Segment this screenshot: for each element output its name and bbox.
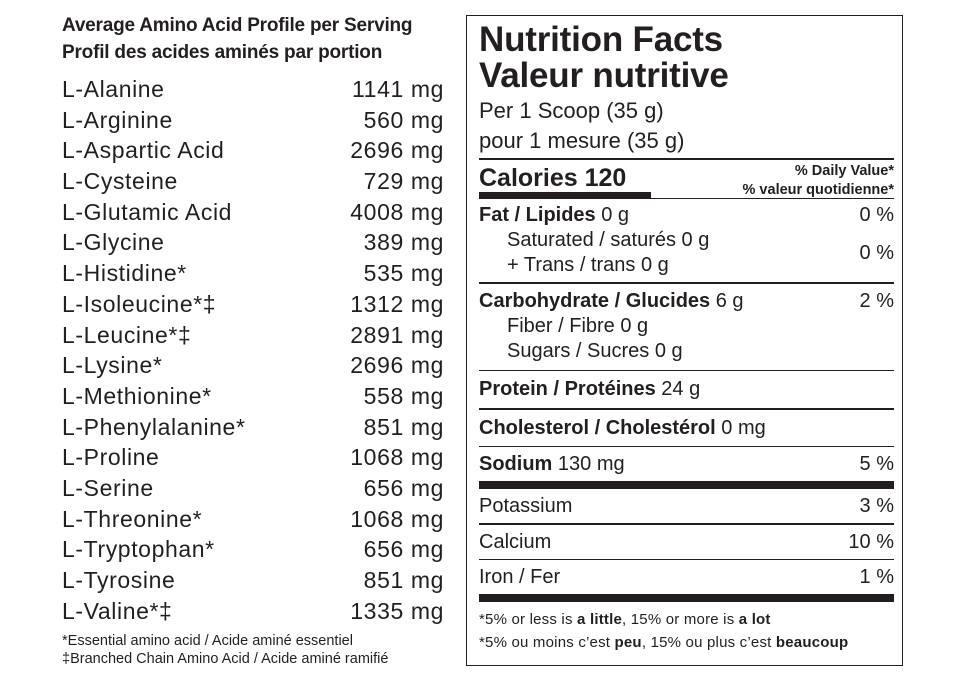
- amino-title-fr: Profil des acides aminés par portion: [62, 42, 383, 63]
- amino-amount: 1141 mg: [352, 76, 444, 102]
- amino-amount: 2696 mg: [350, 352, 444, 379]
- amino-list: [62, 76, 444, 628]
- amino-amount: 558 mg: [363, 382, 444, 409]
- amino-amount: 851 mg: [363, 567, 444, 593]
- amino-row: [62, 536, 444, 567]
- essential-note: *Essential amino acid / Acide aminé essentiel: [62, 633, 353, 649]
- footnote-en-little: a little: [577, 611, 622, 628]
- sodium-dv: 5 %: [859, 453, 894, 475]
- amino-row: [62, 383, 444, 414]
- carbohydrate-amount: 6 g: [715, 289, 744, 312]
- daily-value-fr: % valeur quotidienne*: [742, 181, 894, 198]
- amino-name: L-Isoleucine*‡: [62, 290, 217, 317]
- protein-amount: 24 g: [661, 378, 701, 400]
- carbohydrate-label: Carbohydrate / Glucides: [479, 289, 711, 312]
- amino-name: L-Tryptophan*: [62, 536, 215, 563]
- amino-name: L-Valine*‡: [62, 597, 173, 624]
- amino-row: [62, 598, 444, 629]
- footnote-fr-text: , 15% ou plus c’est: [641, 634, 776, 651]
- amino-acid-profile: [62, 12, 444, 667]
- calcium-dv: 10 %: [848, 530, 894, 553]
- amino-row: [62, 199, 444, 230]
- daily-value-en: % Daily Value*: [794, 162, 894, 179]
- amino-name: L-Tyrosine: [62, 567, 176, 593]
- serving-size-fr: pour 1 mesure (35 g): [479, 128, 685, 153]
- amino-amount: 1068 mg: [350, 505, 444, 532]
- amino-footnotes: [62, 632, 388, 668]
- footnote-en-text: , 15% or more is: [622, 611, 739, 628]
- amino-name: L-Serine: [62, 474, 154, 501]
- sugars: Sugars / Sucres 0 g: [507, 339, 683, 362]
- iron-label: Iron / Fer: [479, 566, 561, 588]
- amino-row: [62, 322, 444, 353]
- fat-row: [479, 203, 894, 228]
- calcium-row: [479, 530, 894, 555]
- amino-amount: 851 mg: [363, 413, 444, 440]
- amino-row: [62, 414, 444, 445]
- amino-amount: 656 mg: [363, 536, 444, 563]
- sodium-label: Sodium: [479, 453, 553, 475]
- amino-row: [62, 291, 444, 322]
- potassium-dv: 3 %: [859, 495, 894, 517]
- calcium-label: Calcium: [479, 530, 552, 553]
- amino-amount: 2891 mg: [350, 321, 444, 348]
- amino-name: L-Glutamic Acid: [62, 198, 233, 225]
- sat-trans-row: [479, 228, 894, 278]
- divider: [479, 523, 894, 525]
- nutrition-title-fr: Valeur nutritive: [479, 56, 729, 95]
- fat-label: Fat / Lipides: [479, 204, 596, 226]
- saturated-fat: Saturated / saturés 0 g: [507, 229, 710, 251]
- protein-label: Protein / Protéines: [479, 378, 656, 400]
- thick-divider: [479, 594, 894, 602]
- amino-amount: 729 mg: [363, 168, 444, 195]
- amino-name: L-Histidine*: [62, 260, 187, 287]
- amino-amount: 1068 mg: [350, 444, 444, 471]
- sodium-amount: 130 mg: [557, 453, 625, 475]
- amino-amount: 560 mg: [363, 106, 444, 133]
- iron-dv: 1 %: [859, 566, 894, 588]
- footnote-fr: [479, 631, 894, 654]
- amino-name: L-Phenylalanine*: [62, 413, 246, 440]
- divider: [479, 446, 894, 448]
- sat-trans-dv: 0 %: [859, 241, 894, 264]
- cholesterol-row: [479, 416, 894, 441]
- daily-value-header: [743, 162, 894, 200]
- footnote-en-text: *5% or less is: [479, 611, 578, 628]
- amino-row: [62, 506, 444, 537]
- nutrition-facts-panel: [466, 15, 903, 666]
- amino-name: L-Proline: [62, 444, 160, 471]
- amino-row: [62, 107, 444, 138]
- potassium-row: [479, 494, 894, 519]
- amino-name: L-Threonine*: [62, 505, 203, 532]
- cholesterol-label: Cholesterol / Cholestérol: [479, 416, 716, 439]
- divider: [479, 370, 894, 372]
- amino-name: L-Arginine: [62, 106, 173, 133]
- amino-name: L-Methionine*: [62, 382, 212, 409]
- amino-name: L-Alanine: [62, 76, 165, 102]
- amino-amount: 1335 mg: [350, 597, 444, 624]
- carbohydrate-row: [479, 289, 894, 314]
- footnote-fr-little: peu: [614, 634, 642, 651]
- amino-row: [62, 76, 444, 107]
- nutrition-title-en: Nutrition Facts: [479, 20, 723, 59]
- amino-name: L-Leucine*‡: [62, 321, 192, 348]
- thick-divider: [479, 481, 894, 489]
- amino-name: L-Aspartic Acid: [62, 137, 225, 164]
- divider: [479, 282, 894, 284]
- potassium-label: Potassium: [479, 495, 573, 517]
- amino-row: [62, 260, 444, 291]
- amino-amount: 4008 mg: [350, 198, 444, 225]
- amino-row: [62, 137, 444, 168]
- fat-amount: 0 g: [601, 204, 630, 226]
- trans-fat: + Trans / trans 0 g: [507, 254, 669, 276]
- amino-name: L-Cysteine: [62, 168, 178, 195]
- amino-name: L-Lysine*: [62, 352, 163, 379]
- amino-row: [62, 567, 444, 598]
- amino-amount: 535 mg: [363, 260, 444, 287]
- footnote-en: [479, 608, 894, 631]
- divider: [479, 559, 894, 561]
- amino-amount: 389 mg: [363, 229, 444, 256]
- bcaa-note: ‡Branched Chain Amino Acid / Acide aminé ramifié: [62, 651, 389, 667]
- calories: Calories 120: [479, 163, 627, 192]
- protein-row: [479, 377, 894, 402]
- fiber: Fiber / Fibre 0 g: [507, 314, 649, 337]
- amino-amount: 2696 mg: [350, 137, 444, 164]
- sugars-row: [479, 339, 894, 364]
- divider: [479, 408, 894, 410]
- fat-dv: 0 %: [859, 204, 894, 226]
- footnote-en-lot: a lot: [738, 611, 771, 628]
- serving-size-en: Per 1 Scoop (35 g): [479, 98, 664, 123]
- amino-row: [62, 444, 444, 475]
- amino-row: [62, 475, 444, 506]
- calories-underline: [479, 192, 651, 198]
- calories-row: [479, 160, 894, 198]
- iron-row: [479, 565, 894, 590]
- amino-row: [62, 229, 444, 260]
- amino-amount: 1312 mg: [350, 290, 444, 317]
- footnote-fr-lot: beaucoup: [775, 634, 849, 651]
- amino-amount: 656 mg: [363, 474, 444, 501]
- sodium-row: [479, 452, 894, 477]
- cholesterol-amount: 0 mg: [721, 416, 766, 439]
- amino-row: [62, 168, 444, 199]
- amino-title-en: Average Amino Acid Profile per Serving: [62, 15, 413, 36]
- fiber-row: [479, 314, 894, 339]
- amino-row: [62, 352, 444, 383]
- carbohydrate-dv: 2 %: [859, 289, 894, 312]
- footnote-fr-text: *5% ou moins c’est: [479, 634, 615, 651]
- amino-name: L-Glycine: [62, 229, 165, 256]
